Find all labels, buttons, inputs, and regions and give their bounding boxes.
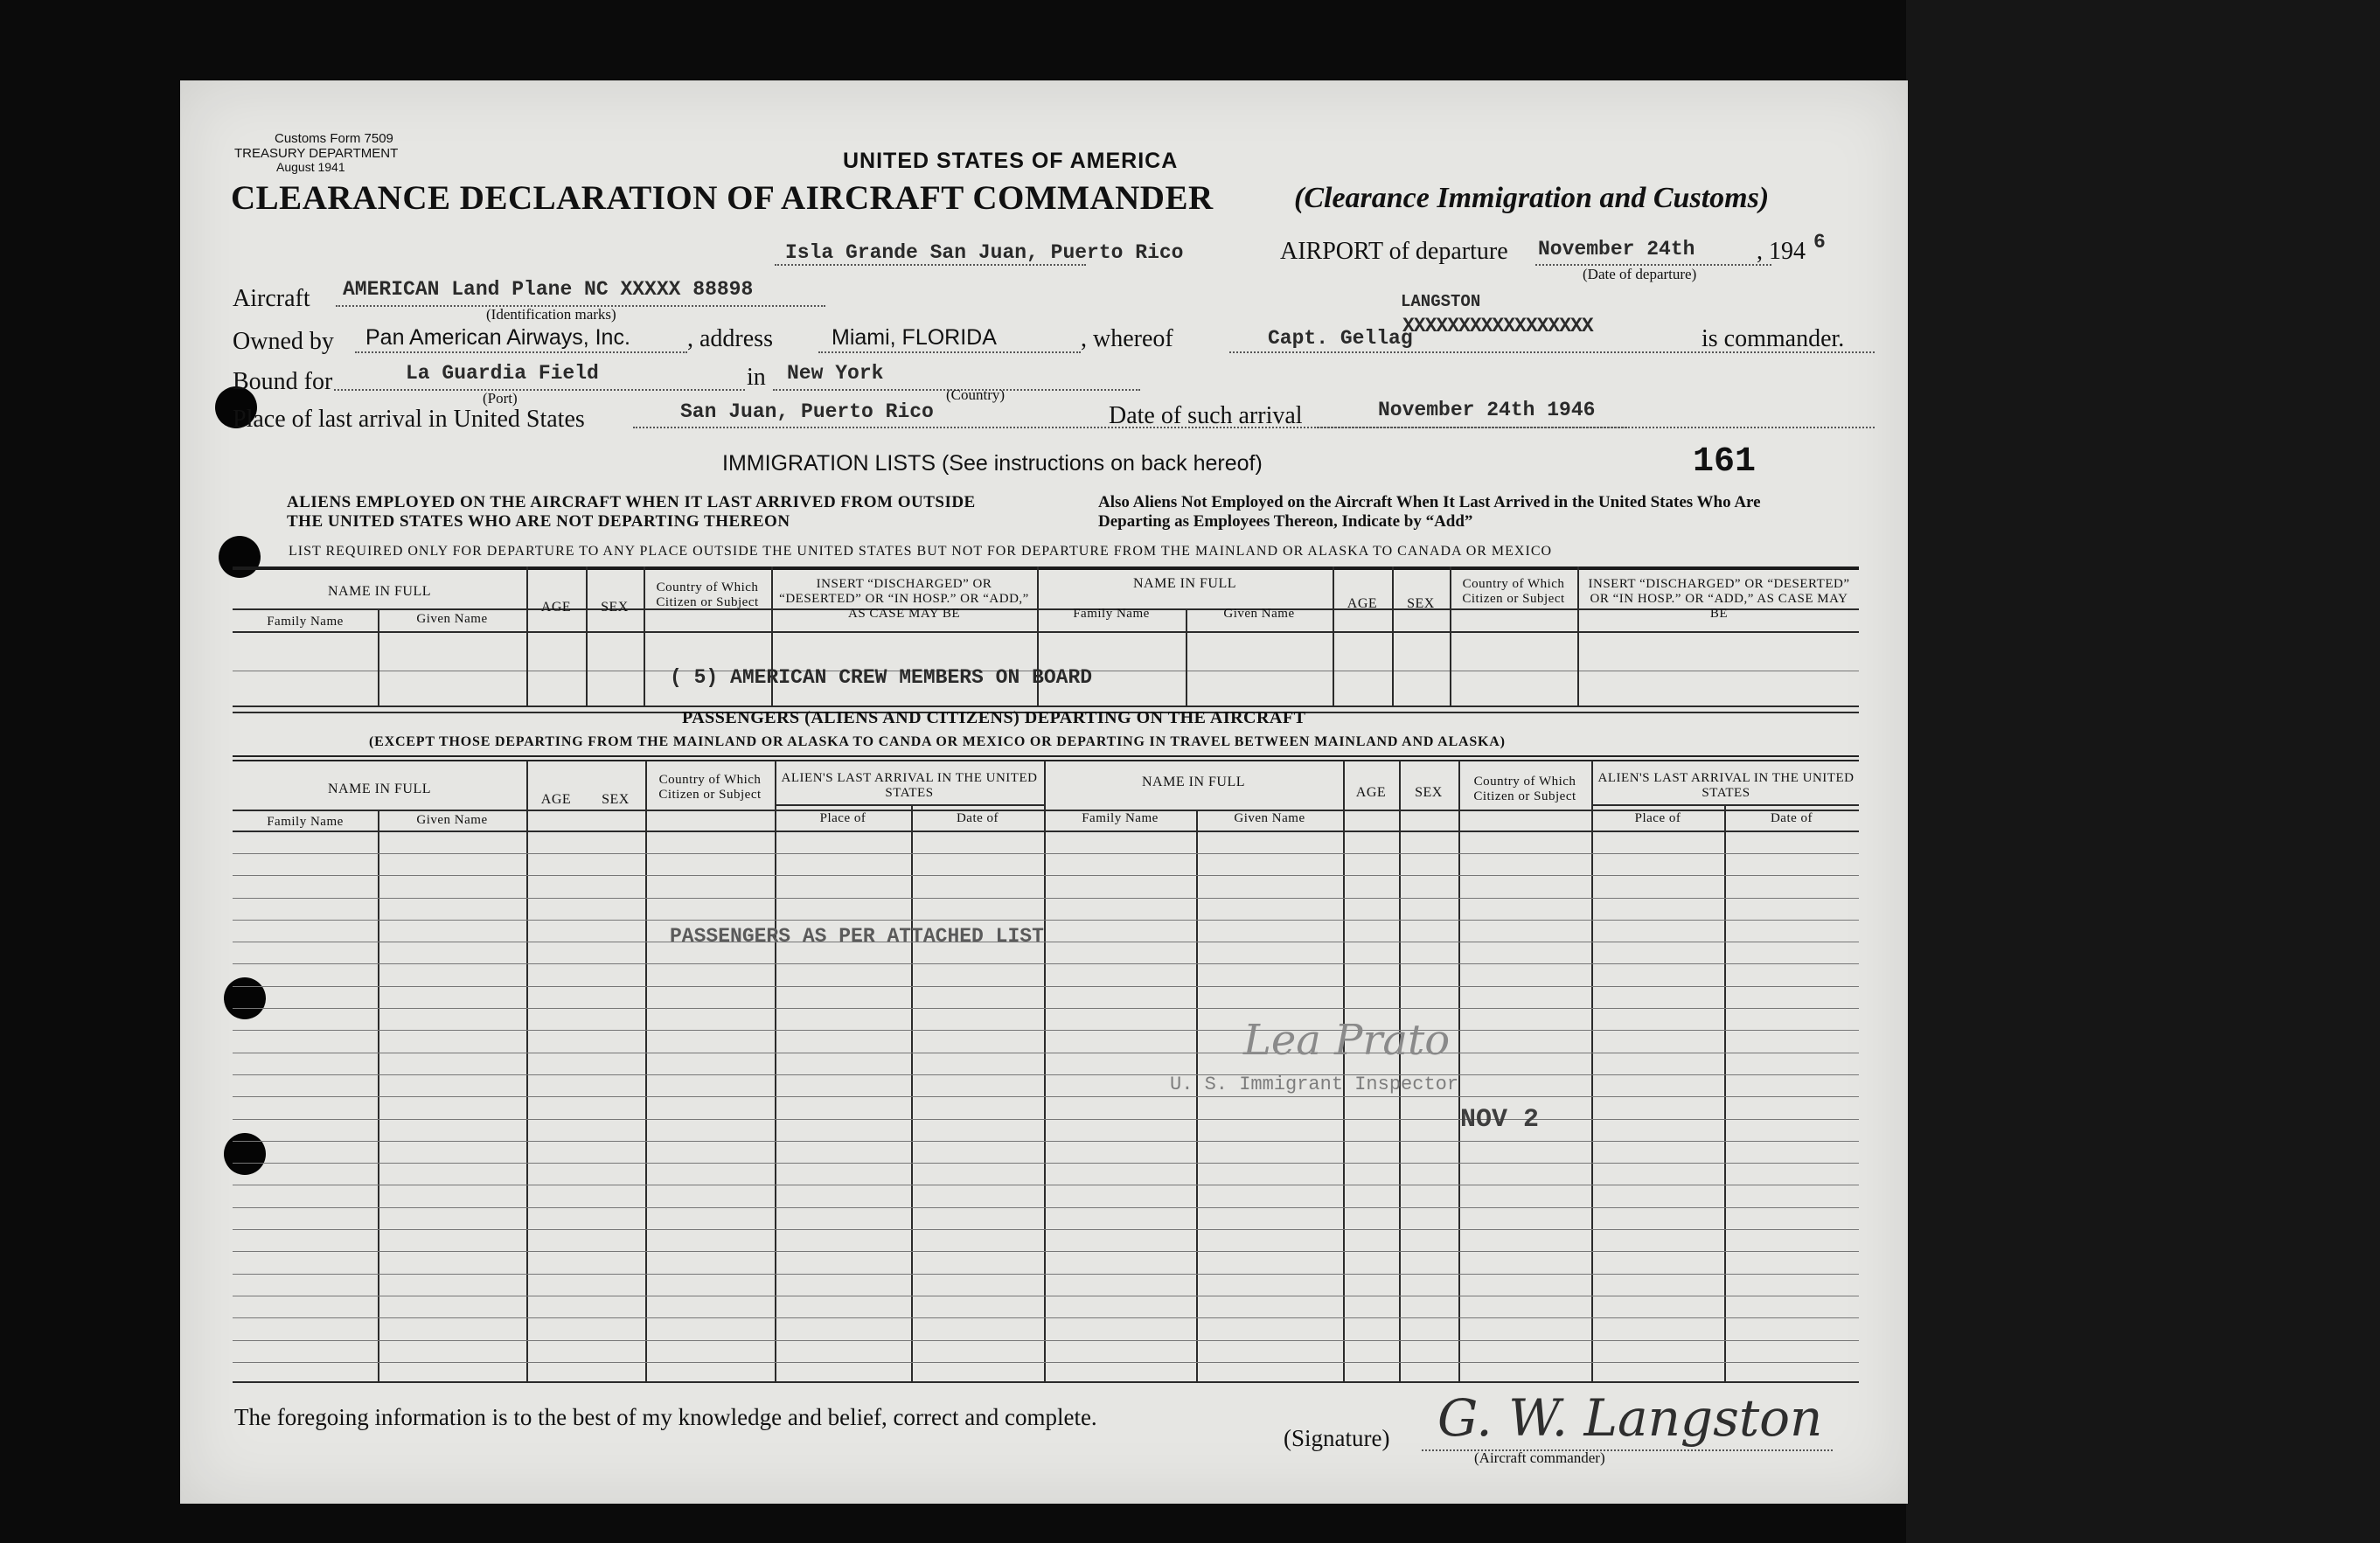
table-column-rule xyxy=(911,804,913,1381)
fill-line xyxy=(775,264,1086,266)
crew-family-name-header: Family Name xyxy=(267,615,344,629)
passenger-row-rule xyxy=(233,1274,1859,1275)
year-digit: 6 xyxy=(1813,231,1826,254)
inspector-signature: Lea Prato xyxy=(1243,1016,1451,1065)
passenger-row-rule xyxy=(233,853,1859,854)
table-rule xyxy=(233,705,1859,707)
country-caption: (Country) xyxy=(946,386,1006,403)
owned-by-label: Owned by xyxy=(233,328,334,355)
crew-insert-header-right: INSERT “DISCHARGED” OR “DESERTED” OR “IN HOSP.” OR “ADD,” AS CASE MAY BE xyxy=(1588,577,1850,621)
date-of-header-right: Date of xyxy=(1770,811,1813,825)
bound-for-label: Bound for xyxy=(233,368,333,395)
passenger-row-rule xyxy=(233,898,1859,899)
table-rule xyxy=(233,631,1859,633)
declaration-statement: The foregoing information is to the best of my knowledge and belief, correct and complete. xyxy=(234,1404,1097,1430)
crew-family-name-header-right: Family Name xyxy=(1073,607,1150,621)
passenger-row-rule xyxy=(233,1340,1859,1341)
passenger-row-rule xyxy=(233,1119,1859,1120)
passenger-row-rule xyxy=(233,986,1859,987)
table-column-rule xyxy=(586,566,588,705)
last-arrival-label: Place of last arrival in United States xyxy=(233,406,585,433)
crew-age-header: AGE xyxy=(540,600,572,615)
crew-entry: ( 5) AMERICAN CREW MEMBERS ON BOARD xyxy=(670,666,1093,689)
crew-given-name-header: Given Name xyxy=(416,612,488,626)
table-column-rule xyxy=(1186,608,1187,705)
department: TREASURY DEPARTMENT xyxy=(234,146,399,161)
passenger-row-rule xyxy=(233,1008,1859,1009)
form-title: CLEARANCE DECLARATION OF AIRCRAFT COMMANDER xyxy=(231,179,1214,217)
passengers-entry: PASSENGERS AS PER ATTACHED LIST xyxy=(670,925,1044,948)
table-column-rule xyxy=(1333,566,1334,705)
passenger-row-rule xyxy=(233,875,1859,876)
passenger-row-rule xyxy=(233,1229,1859,1230)
commander-inserted: LANGSTON xyxy=(1401,292,1481,311)
passenger-country-header: Country of Which Citizen or Subject xyxy=(658,773,762,802)
passenger-name-in-full-header-right: NAME IN FULL xyxy=(1142,775,1245,789)
crew-sex-header: SEX xyxy=(601,600,629,615)
alien-last-arrival-header: ALIEN'S LAST ARRIVAL IN THE UNITED STATES xyxy=(781,771,1038,800)
table-column-rule xyxy=(1450,566,1451,705)
commander-value: Capt. Gellag xyxy=(1268,327,1413,350)
table-rule xyxy=(233,755,1859,761)
date-of-header: Date of xyxy=(956,811,999,825)
clearance-form xyxy=(180,80,1908,1504)
passenger-row-rule xyxy=(233,1074,1859,1075)
aliens-not-employed-heading: Also Aliens Not Employed on the Aircraft When It Last Arrived in the United States Who Are Departing as Employees Thereon, Indicate by “Add” xyxy=(1098,493,1761,531)
passenger-row-rule xyxy=(233,963,1859,964)
passenger-given-name-header: Given Name xyxy=(416,813,488,827)
passenger-name-in-full-header: NAME IN FULL xyxy=(328,782,431,796)
in-label: in xyxy=(747,364,766,391)
fill-line xyxy=(334,389,745,391)
identification-marks-caption: (Identification marks) xyxy=(486,306,616,323)
passenger-family-name-header: Family Name xyxy=(267,815,344,829)
airport-label: AIRPORT of departure xyxy=(1280,238,1508,265)
aircraft-value: AMERICAN Land Plane NC XXXXX 88898 xyxy=(343,278,754,301)
address-value: Miami, FLORIDA xyxy=(832,325,997,350)
punch-hole xyxy=(224,1133,266,1175)
crew-age-header-right: AGE xyxy=(1347,596,1378,611)
passenger-row-rule xyxy=(233,1096,1859,1097)
crew-name-in-full-header-right: NAME IN FULL xyxy=(1133,576,1236,591)
aircraft-label: Aircraft xyxy=(233,285,310,312)
crew-insert-header: INSERT “DISCHARGED” OR “DESERTED” OR “IN HOSP.” OR “ADD,” AS CASE MAY BE xyxy=(779,577,1029,621)
port-caption: (Port) xyxy=(483,390,518,407)
country-heading: UNITED STATES OF AMERICA xyxy=(843,149,1179,173)
table-rule xyxy=(233,831,1859,832)
fill-line xyxy=(1317,427,1875,428)
table-column-rule xyxy=(1577,566,1579,705)
form-subtitle: (Clearance Immigration and Customs) xyxy=(1294,182,1770,214)
date-of-departure-caption: (Date of departure) xyxy=(1583,266,1697,282)
table-rule xyxy=(233,1381,1859,1383)
passenger-given-name-header-right: Given Name xyxy=(1234,811,1305,825)
country-value: New York xyxy=(787,362,884,385)
date-of-arrival-label: Date of such arrival xyxy=(1109,402,1303,429)
passenger-country-header-right: Country of Which Citizen or Subject xyxy=(1473,775,1576,803)
whereof-label: , whereof xyxy=(1081,325,1173,352)
date-of-arrival-value: November 24th 1946 xyxy=(1378,399,1596,421)
crew-country-header-right: Country of Which Citizen or Subject xyxy=(1462,577,1565,606)
form-date: August 1941 xyxy=(276,160,345,174)
passenger-row-rule xyxy=(233,920,1859,921)
passenger-row-rule xyxy=(233,1317,1859,1318)
table-column-rule xyxy=(526,566,528,705)
passenger-sex-header-right: SEX xyxy=(1415,785,1443,800)
punch-hole xyxy=(224,977,266,1019)
table-rule xyxy=(233,566,1859,570)
owner-value: Pan American Airways, Inc. xyxy=(365,325,630,350)
passenger-age-header: AGE xyxy=(540,792,572,807)
punch-hole xyxy=(219,536,261,578)
passengers-subtitle: (EXCEPT THOSE DEPARTING FROM THE MAINLAND OR ALASKA TO CANDA OR MEXICO OR DEPARTING IN TRAVEL BETWEEN MAINLAND AND ALASKA) xyxy=(369,734,1506,749)
crew-country-header: Country of Which Citizen or Subject xyxy=(656,580,759,609)
departure-date-value: November 24th xyxy=(1538,238,1695,261)
passenger-row-rule xyxy=(233,1207,1859,1208)
passenger-sex-header: SEX xyxy=(602,792,630,807)
list-number: 161 xyxy=(1693,442,1757,482)
commander-signature: G. W. Langston xyxy=(1437,1388,1823,1448)
table-rule xyxy=(775,804,1044,806)
aliens-employed-heading: ALIENS EMPLOYED ON THE AIRCRAFT WHEN IT LAST ARRIVED FROM OUTSIDE THE UNITED STATES WHO ARE NOT DEPARTING THEREON xyxy=(287,493,976,531)
fill-line xyxy=(355,351,687,353)
crew-sex-header-right: SEX xyxy=(1407,596,1435,611)
inspector-title: U. S. Immigrant Inspector xyxy=(1170,1074,1459,1095)
table-column-rule xyxy=(644,566,645,705)
year-prefix: , 194 xyxy=(1757,238,1806,265)
passenger-row-rule xyxy=(233,1163,1859,1164)
table-column-rule xyxy=(1392,566,1394,705)
list-required-note: LIST REQUIRED ONLY FOR DEPARTURE TO ANY PLACE OUTSIDE THE UNITED STATES BUT NOT FOR DEPARTURE FROM THE MAINLAND OR ALASKA TO CANADA OR MEXICO xyxy=(289,544,1553,559)
form-number: Customs Form 7509 xyxy=(275,131,393,146)
address-label: , address xyxy=(687,325,773,352)
place-of-header-right: Place of xyxy=(1634,811,1681,825)
immigration-lists-title: IMMIGRATION LISTS (See instructions on back hereof) xyxy=(722,451,1263,476)
airport-of-departure-value: Isla Grande San Juan, Puerto Rico xyxy=(785,241,1184,264)
passenger-family-name-header-right: Family Name xyxy=(1082,811,1159,825)
passenger-age-header-right: AGE xyxy=(1355,785,1387,800)
aircraft-commander-caption: (Aircraft commander) xyxy=(1474,1449,1605,1466)
signature-label: (Signature) xyxy=(1284,1425,1390,1451)
place-of-header: Place of xyxy=(819,811,866,825)
passenger-row-rule xyxy=(233,1362,1859,1363)
alien-last-arrival-header-right: ALIEN'S LAST ARRIVAL IN THE UNITED STATES xyxy=(1597,771,1855,800)
fill-line xyxy=(818,351,1081,353)
crew-given-name-header-right: Given Name xyxy=(1223,607,1295,621)
commander-overstrike: XXXXXXXXXXXXXXXXX xyxy=(1402,315,1593,337)
scan-background xyxy=(1906,0,2380,1543)
passengers-title: PASSENGERS (ALIENS AND CITIZENS) DEPARTING ON THE AIRCRAFT xyxy=(682,708,1306,727)
crew-name-in-full-header: NAME IN FULL xyxy=(328,584,431,599)
passenger-row-rule xyxy=(233,1030,1859,1031)
passenger-row-rule xyxy=(233,1251,1859,1252)
last-arrival-value: San Juan, Puerto Rico xyxy=(680,400,934,423)
commander-suffix: is commander. xyxy=(1701,325,1845,352)
inspector-stamp-date: NOV 2 xyxy=(1460,1105,1540,1135)
port-value: La Guardia Field xyxy=(406,362,599,385)
passenger-row-rule xyxy=(233,1141,1859,1142)
table-column-rule xyxy=(1724,804,1726,1381)
